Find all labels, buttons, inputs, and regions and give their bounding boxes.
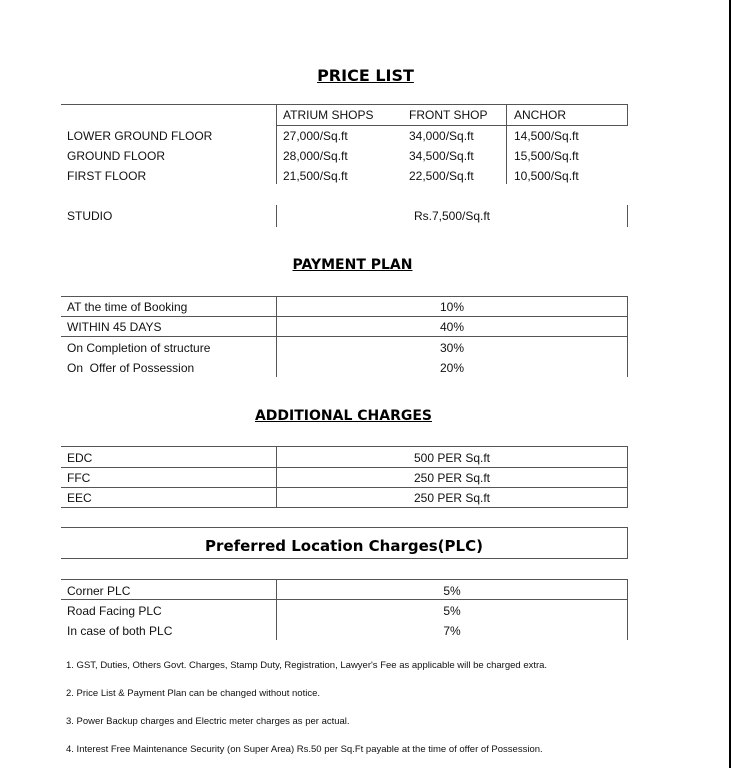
payment-stage: On Completion of structure bbox=[67, 341, 211, 355]
table-border-top bbox=[61, 104, 628, 105]
table-border-right bbox=[627, 579, 628, 640]
row-divider bbox=[61, 599, 628, 600]
charge-label: FFC bbox=[67, 471, 91, 485]
column-divider bbox=[506, 104, 507, 184]
charge-label: EEC bbox=[67, 491, 92, 505]
charge-value: 250 PER Sq.ft bbox=[413, 491, 491, 505]
row-label: LOWER GROUND FLOOR bbox=[67, 129, 213, 143]
box-border-bottom bbox=[61, 558, 628, 559]
plc-value: 7% bbox=[443, 624, 461, 638]
plc-label: In case of both PLC bbox=[67, 624, 173, 638]
note-item: 2. Price List & Payment Plan can be changed without notice. bbox=[66, 688, 321, 699]
row-label: GROUND FLOOR bbox=[67, 149, 166, 163]
anchor-price: 15,500/Sq.ft bbox=[514, 149, 579, 163]
price-list-title: PRICE LIST bbox=[317, 66, 414, 85]
table-border-top bbox=[61, 296, 628, 297]
table-header-divider bbox=[276, 125, 628, 126]
table-border-top bbox=[61, 446, 628, 447]
plc-label: Corner PLC bbox=[67, 584, 131, 598]
front-price: 34,500/Sq.ft bbox=[409, 149, 474, 163]
note-item: 3. Power Backup charges and Electric meter charges as per actual. bbox=[66, 716, 350, 727]
studio-price: Rs.7,500/Sq.ft bbox=[413, 209, 491, 223]
plc-value: 5% bbox=[443, 584, 461, 598]
payment-percent: 30% bbox=[439, 341, 465, 355]
box-border-right bbox=[627, 527, 628, 559]
box-border-top bbox=[61, 527, 628, 528]
plc-label: Road Facing PLC bbox=[67, 604, 162, 618]
payment-percent: 10% bbox=[439, 300, 465, 314]
payment-stage: AT the time of Booking bbox=[67, 300, 188, 314]
plc-value: 5% bbox=[443, 604, 461, 618]
payment-plan-title: PAYMENT PLAN bbox=[292, 257, 413, 273]
charge-value: 250 PER Sq.ft bbox=[413, 471, 491, 485]
column-divider bbox=[276, 104, 277, 184]
payment-percent: 40% bbox=[439, 320, 465, 334]
studio-label: STUDIO bbox=[67, 209, 113, 223]
column-header-anchor: ANCHOR bbox=[514, 108, 567, 122]
table-border-right bbox=[627, 104, 628, 126]
charge-label: EDC bbox=[67, 451, 93, 465]
note-item: 1. GST, Duties, Others Govt. Charges, Stamp Duty, Registration, Lawyer's Fee as applicable will be charged extra. bbox=[66, 660, 548, 671]
note-item: 4. Interest Free Maintenance Security (on Super Area) Rs.50 per Sq.Ft payable at the time of offer of Possession. bbox=[66, 744, 543, 755]
atrium-price: 27,000/Sq.ft bbox=[283, 129, 348, 143]
atrium-price: 28,000/Sq.ft bbox=[283, 149, 348, 163]
column-header-atrium-shops: ATRIUM SHOPS bbox=[283, 108, 374, 122]
charge-value: 500 PER Sq.ft bbox=[413, 451, 491, 465]
additional-charges-title: ADDITIONAL CHARGES bbox=[254, 408, 433, 424]
table-border-top bbox=[61, 579, 628, 580]
front-price: 34,000/Sq.ft bbox=[409, 129, 474, 143]
anchor-price: 10,500/Sq.ft bbox=[514, 169, 579, 183]
payment-stage: On Offer of Possession bbox=[67, 361, 195, 375]
row-divider bbox=[61, 316, 628, 317]
row-divider bbox=[61, 336, 628, 337]
front-price: 22,500/Sq.ft bbox=[409, 169, 474, 183]
plc-title: Preferred Location Charges(PLC) bbox=[205, 537, 483, 555]
row-label: FIRST FLOOR bbox=[67, 169, 147, 183]
table-border-bottom bbox=[61, 507, 628, 508]
column-header-front-shop: FRONT SHOP bbox=[409, 108, 488, 122]
atrium-price: 21,500/Sq.ft bbox=[283, 169, 348, 183]
anchor-price: 14,500/Sq.ft bbox=[514, 129, 579, 143]
row-divider bbox=[61, 467, 628, 468]
row-divider bbox=[61, 487, 628, 488]
payment-stage: WITHIN 45 DAYS bbox=[67, 320, 162, 334]
table-border-right bbox=[627, 446, 628, 507]
payment-percent: 20% bbox=[439, 361, 465, 375]
table-border-right bbox=[627, 205, 628, 227]
table-border-right bbox=[627, 296, 628, 377]
